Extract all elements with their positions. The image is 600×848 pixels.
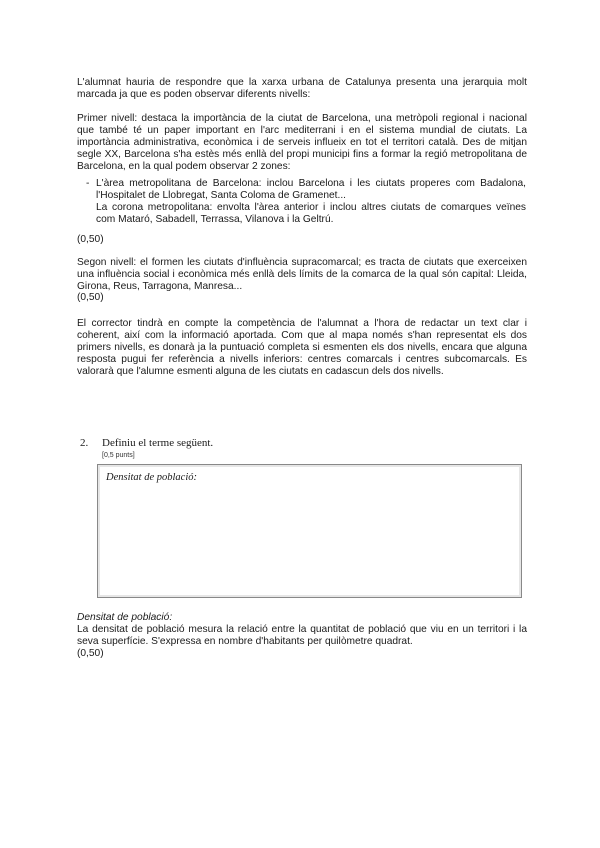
list-dash: - (86, 178, 90, 189)
answer-box (97, 464, 522, 598)
first-level-score: (0,50) (77, 234, 104, 245)
question-points: [0,5 punts] (102, 452, 135, 459)
definition-score: (0,50) (77, 648, 104, 659)
zone-text: La corona metropolitana: envolta l'àrea anterior i inclou altres ciutats de comarques veïnes com Mataró, Sabadell, Terrassa, Vilanova i la Geltrú. (96, 202, 526, 225)
list-item (86, 202, 526, 226)
question-number: 2. (80, 437, 89, 449)
first-level-paragraph: Primer nivell: destaca la importància de la ciutat de Barcelona, una metròpoli regional i nacional que també té un paper important en l'arc mediterrani i en el sistema mundial de ciutats. La importància administrativa, econòmica i de serveis influeix en tot el territori català. Des de mitjan segle XX, Barcelona s'ha estès més enllà del propi municipi fins a formar la regió metropolitana de Barcelona, en la qual podem observar 2 zones: (77, 113, 527, 172)
zone-text: L'àrea metropolitana de Barcelona: inclou Barcelona i les ciutats properes com Badalona, l'Hospitalet de Llobregat, Santa Coloma de Gramenet... (96, 178, 526, 201)
metropolitan-zones-list (86, 178, 526, 226)
answer-box-label: Densitat de població: (106, 472, 197, 483)
second-level-paragraph: Segon nivell: el formen les ciutats d'influència supracomarcal; es tracta de ciutats que exerceixen una influència social i econòmica més enllà dels límits de la comarca de la qual són capital: Lleida, Girona, Reus, Tarragona, Manresa... (77, 257, 527, 292)
list-item (86, 178, 526, 202)
corrector-note: El corrector tindrà en compte la competència de l'alumnat a l'hora de redactar un text clar i coherent, així com la informació aportada. Com que al mapa només s'han representat els dos primers nivells, es donarà ja la puntuació completa si esmenten els dos nivells, encara que alguna resposta pugui fer referència a nivells inferiors: centres comarcals i centres subcomarcals. Es valorarà que l'alumne esmenti alguna de les ciutats en cadascun dels dos nivells. (77, 318, 527, 377)
definition-term: Densitat de població: (77, 612, 173, 623)
answer-intro: L'alumnat hauria de respondre que la xarxa urbana de Catalunya presenta una jerarquia molt marcada ja que es poden observar diferents nivells: (77, 77, 527, 100)
definition-text: La densitat de població mesura la relació entre la quantitat de població que viu en un territori i la seva superfície. S'expressa en nombre d'habitants per quilòmetre quadrat. (77, 624, 527, 647)
question-prompt: Definiu el terme següent. (102, 437, 214, 449)
second-level-score: (0,50) (77, 292, 104, 303)
